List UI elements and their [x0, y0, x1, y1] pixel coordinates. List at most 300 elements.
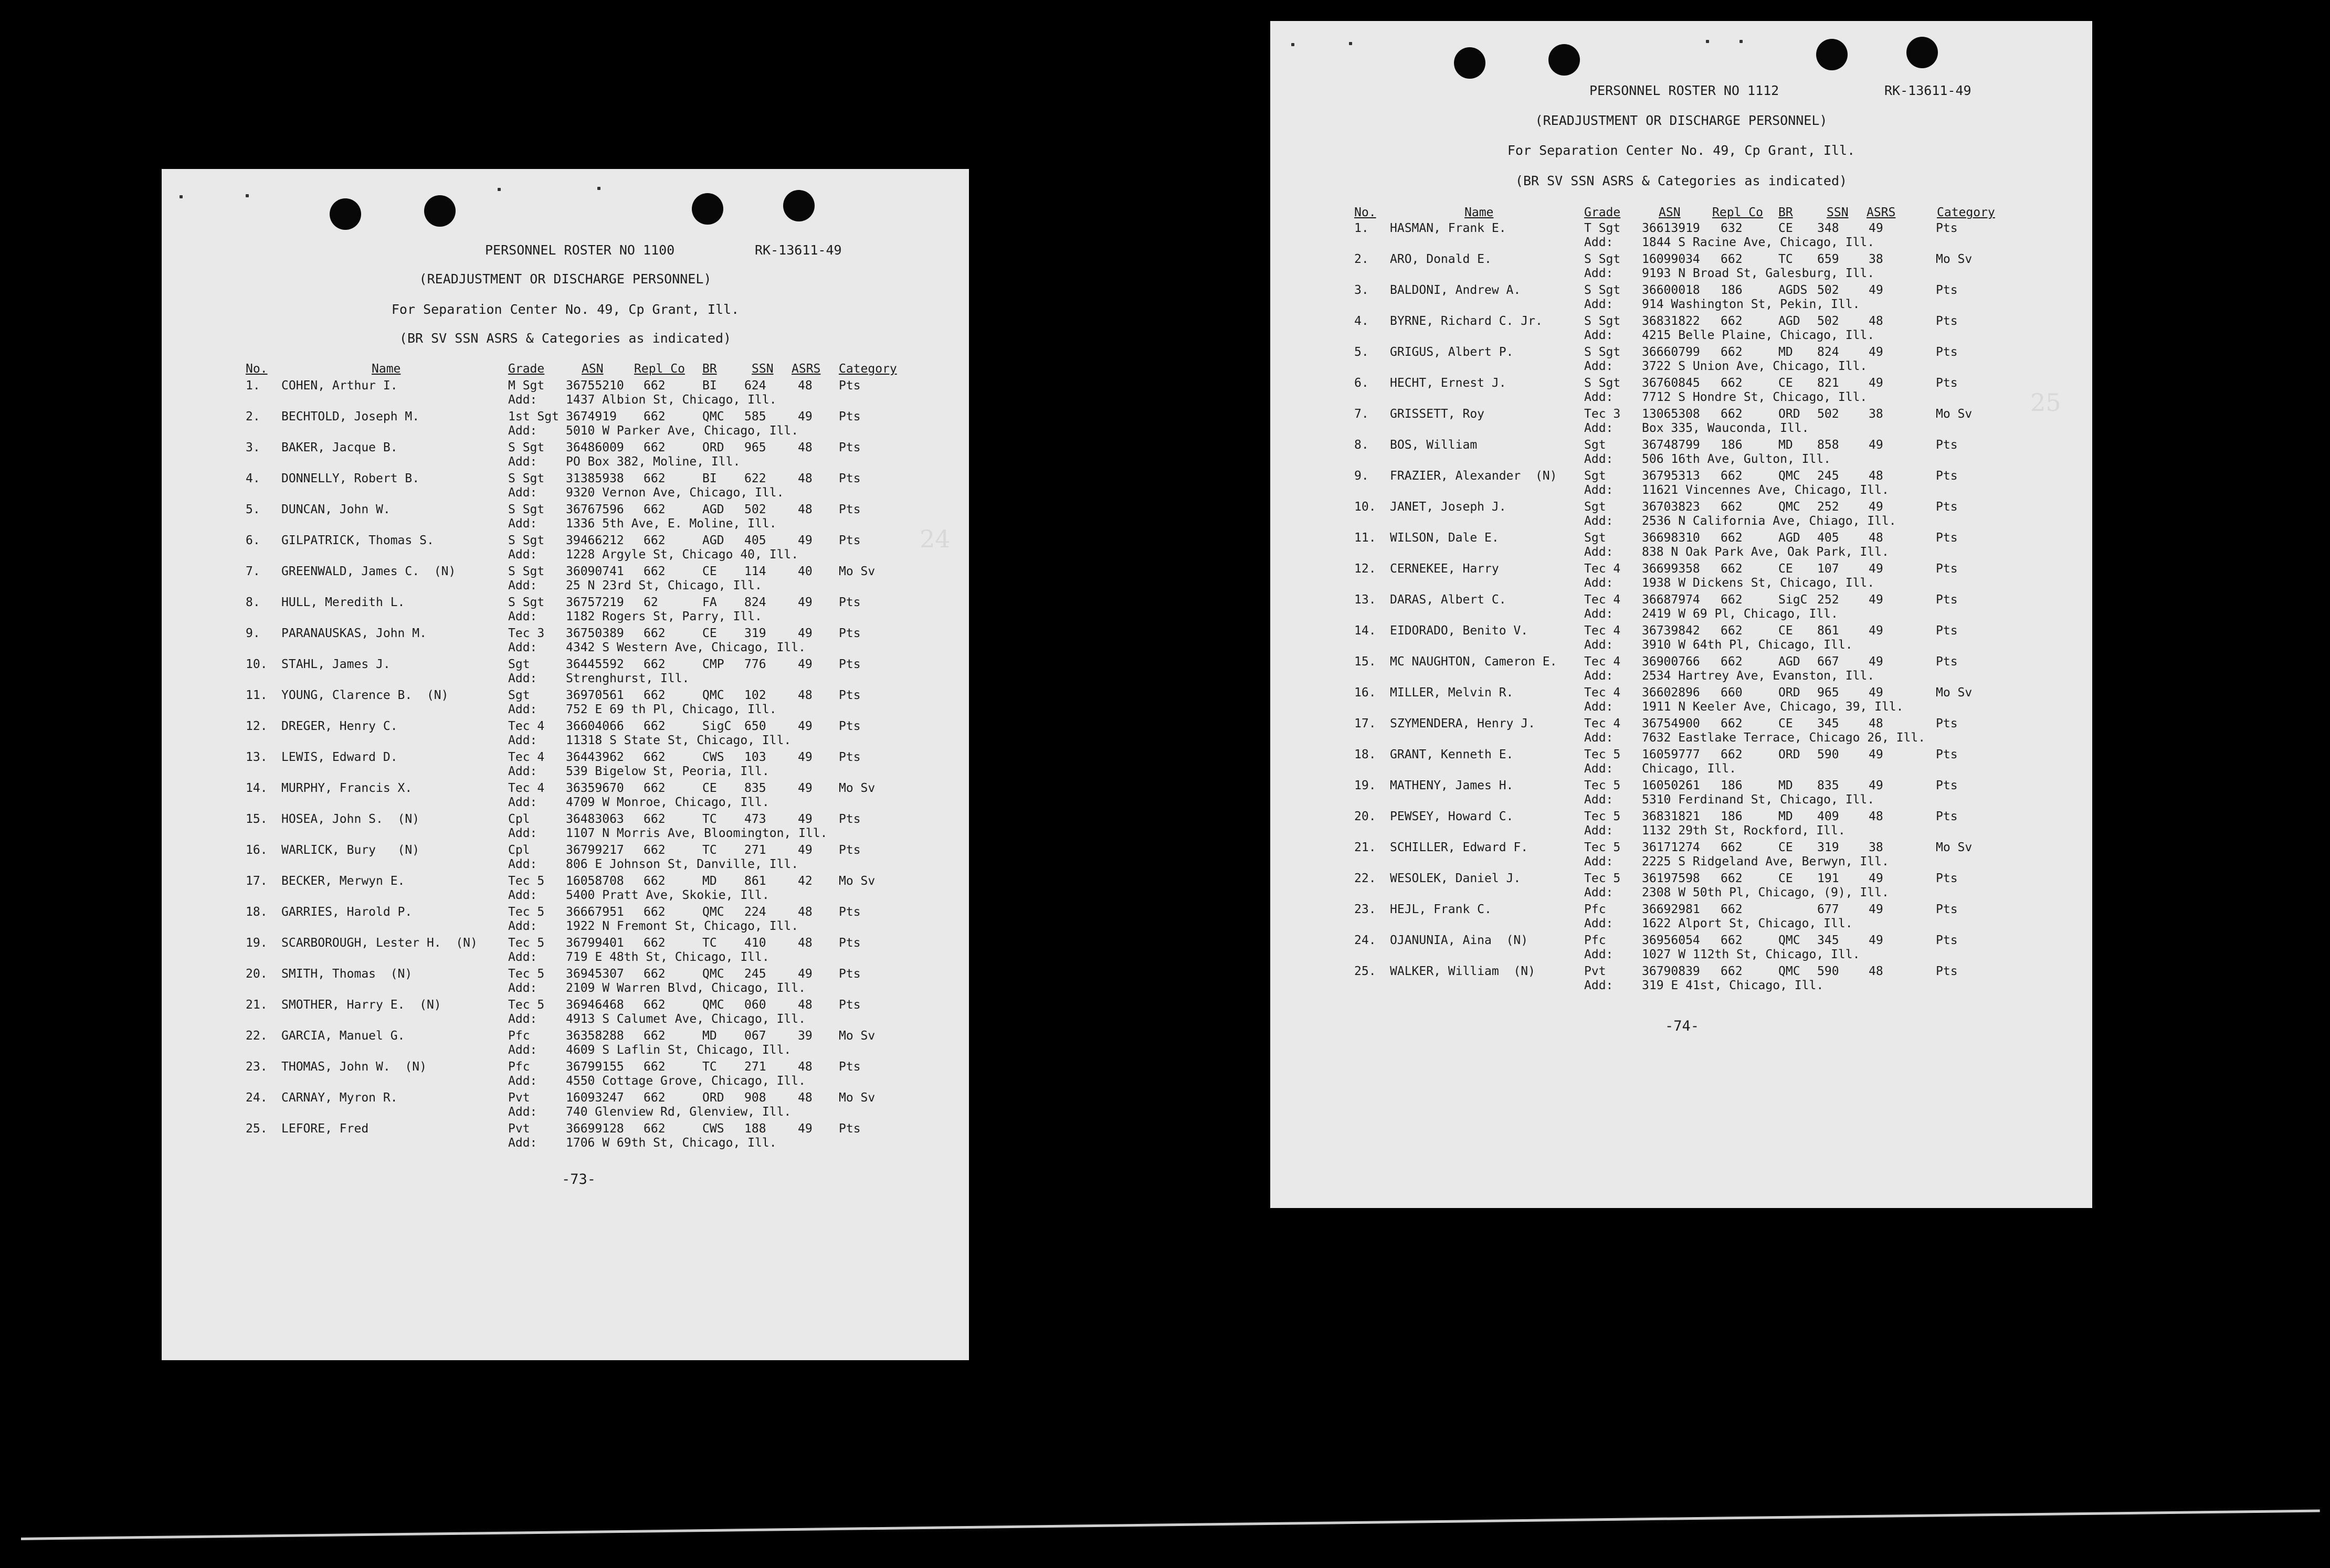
row-name: FRAZIER, Alexander (N)	[1390, 469, 1557, 483]
row-repl-co: 662	[1721, 593, 1743, 607]
row-category: Pts	[839, 410, 861, 423]
row-repl-co: 662	[644, 503, 666, 516]
table-row	[162, 472, 969, 502]
row-category: Pts	[1936, 903, 1958, 916]
row-grade: S Sgt	[1584, 252, 1621, 266]
row-name: EIDORADO, Benito V.	[1390, 624, 1528, 638]
row-number: 9.	[1354, 469, 1369, 483]
row-asn: 36486009	[566, 441, 624, 454]
row-ssn: 410	[744, 936, 766, 950]
row-number: 23.	[1354, 903, 1376, 916]
row-add-label: Add:	[1584, 886, 1614, 899]
row-address: 740 Glenview Rd, Glenview, Ill.	[566, 1105, 792, 1119]
row-asn: 36799401	[566, 936, 624, 950]
row-asn: 36757219	[566, 596, 624, 609]
row-asrs: 49	[798, 812, 813, 826]
row-name: GRANT, Kenneth E.	[1390, 748, 1514, 761]
row-branch: AGD	[1778, 531, 1800, 545]
speck	[1349, 42, 1352, 45]
row-grade: Pfc	[1584, 903, 1606, 916]
row-asrs: 49	[798, 658, 813, 671]
roster-title: PERSONNEL ROSTER NO 1100	[485, 242, 675, 258]
row-asn: 16050261	[1642, 779, 1700, 792]
margin-number: 24	[920, 525, 951, 553]
row-asrs: 48	[798, 998, 813, 1012]
row-grade: Tec 4	[1584, 717, 1621, 730]
row-grade: Sgt	[508, 658, 530, 671]
row-ssn: 060	[744, 998, 766, 1012]
row-address: 4550 Cottage Grove, Chicago, Ill.	[566, 1074, 806, 1088]
row-category: Pts	[839, 472, 861, 485]
scanner-edge-line	[21, 1509, 2320, 1540]
table-row	[1270, 252, 2092, 283]
row-category: Pts	[1936, 934, 1958, 947]
row-add-label: Add:	[508, 424, 537, 438]
row-add-label: Add:	[508, 548, 537, 561]
row-asn: 36445592	[566, 658, 624, 671]
row-asrs: 49	[798, 750, 813, 764]
row-grade: Tec 5	[508, 998, 545, 1012]
row-asn: 36667951	[566, 905, 624, 919]
row-grade: Tec 4	[508, 719, 545, 733]
table-row	[162, 1122, 969, 1152]
row-add-label: Add:	[508, 393, 537, 407]
row-name: HASMAN, Frank E.	[1390, 221, 1506, 235]
row-ssn: 965	[744, 441, 766, 454]
row-branch: CE	[1778, 872, 1793, 885]
column-headers	[1270, 206, 2092, 224]
row-repl-co: 662	[644, 1029, 666, 1043]
row-address: 4709 W Monroe, Chicago, Ill.	[566, 796, 769, 809]
row-add-label: Add:	[508, 857, 537, 871]
table-row	[162, 688, 969, 719]
row-asrs: 48	[1869, 810, 1883, 823]
row-grade: Tec 4	[508, 750, 545, 764]
row-branch: QMC	[1778, 469, 1800, 483]
row-asrs: 49	[1869, 593, 1883, 607]
speck	[1291, 43, 1294, 46]
row-grade: Tec 4	[508, 781, 545, 795]
table-row	[162, 905, 969, 936]
row-branch: CE	[1778, 624, 1793, 638]
row-add-label: Add:	[1584, 576, 1614, 590]
row-repl-co: 662	[644, 998, 666, 1012]
row-category: Pts	[839, 812, 861, 826]
punch-hole	[1906, 37, 1938, 68]
row-category: Pts	[1936, 562, 1958, 576]
table-row	[162, 503, 969, 533]
row-asn: 36692981	[1642, 903, 1700, 916]
row-branch: CE	[702, 627, 717, 640]
row-repl-co: 662	[644, 874, 666, 888]
row-address: 3910 W 64th Pl, Chicago, Ill.	[1642, 638, 1853, 652]
row-address: 1622 Alport St, Chicago, Ill.	[1642, 917, 1853, 930]
row-address: 4609 S Laflin St, Chicago, Ill.	[566, 1043, 792, 1057]
row-ssn: 224	[744, 905, 766, 919]
row-ssn: 405	[1817, 531, 1839, 545]
row-branch: QMC	[702, 688, 724, 702]
row-asrs: 49	[1869, 562, 1883, 576]
row-asn: 36699128	[566, 1122, 624, 1136]
row-ssn: 659	[1817, 252, 1839, 266]
row-category: Pts	[1936, 500, 1958, 514]
speck	[597, 187, 600, 190]
row-repl-co: 662	[1721, 717, 1743, 730]
row-repl-co: 662	[644, 1060, 666, 1074]
row-name: DUNCAN, John W.	[281, 503, 391, 516]
row-repl-co: 662	[644, 936, 666, 950]
table-row	[1270, 934, 2092, 964]
row-address: 7632 Eastlake Terrace, Chicago 26, Ill.	[1642, 731, 1926, 745]
roster-note: (BR SV SSN ASRS & Categories as indicated)	[1515, 173, 1848, 188]
row-asn: 36754900	[1642, 717, 1700, 730]
row-category: Pts	[1936, 872, 1958, 885]
row-repl-co: 662	[1721, 376, 1743, 390]
row-branch: ORD	[1778, 686, 1800, 700]
row-add-label: Add:	[1584, 514, 1614, 528]
row-repl-co: 662	[1721, 841, 1743, 854]
row-asn: 31385938	[566, 472, 624, 485]
row-repl-co: 662	[644, 967, 666, 981]
row-category: Pts	[1936, 779, 1958, 792]
row-asrs: 49	[798, 843, 813, 857]
row-add-label: Add:	[508, 1074, 537, 1088]
row-name: SCARBOROUGH, Lester H. (N)	[281, 936, 478, 950]
row-add-label: Add:	[1584, 979, 1614, 992]
row-grade: Cpl	[508, 812, 530, 826]
row-category: Pts	[839, 1122, 861, 1136]
row-category: Pts	[839, 627, 861, 640]
row-repl-co: 662	[644, 905, 666, 919]
row-grade: Sgt	[1584, 500, 1606, 514]
row-name: WESOLEK, Daniel J.	[1390, 872, 1521, 885]
row-add-label: Add:	[1584, 824, 1614, 838]
row-add-label: Add:	[1584, 855, 1614, 868]
row-add-label: Add:	[1584, 700, 1614, 714]
row-repl-co: 662	[644, 843, 666, 857]
row-address: 806 E Johnson St, Danville, Ill.	[566, 857, 799, 871]
row-add-label: Add:	[1584, 421, 1614, 435]
table-row	[162, 534, 969, 564]
row-number: 1.	[246, 379, 260, 393]
row-category: Pts	[839, 596, 861, 609]
row-name: BECKER, Merwyn E.	[281, 874, 405, 888]
row-category: Pts	[839, 688, 861, 702]
row-address: PO Box 382, Moline, Ill.	[566, 455, 741, 469]
row-asrs: 49	[798, 410, 813, 423]
row-ssn: 824	[744, 596, 766, 609]
row-grade: Tec 4	[1584, 686, 1621, 700]
row-add-label: Add:	[1584, 236, 1614, 249]
row-name: GILPATRICK, Thomas S.	[281, 534, 434, 547]
roster-subtitle: (READJUSTMENT OR DISCHARGE PERSONNEL)	[419, 271, 712, 287]
row-ssn: 191	[1817, 872, 1839, 885]
table-row	[1270, 531, 2092, 561]
table-row	[162, 596, 969, 626]
row-number: 20.	[1354, 810, 1376, 823]
row-ssn: 114	[744, 565, 766, 578]
row-grade: Tec 4	[1584, 562, 1621, 576]
row-grade: S Sgt	[508, 596, 545, 609]
row-ssn: 473	[744, 812, 766, 826]
table-row	[162, 750, 969, 781]
row-number: 20.	[246, 967, 268, 981]
row-add-label: Add:	[1584, 267, 1614, 280]
row-asn: 3674919	[566, 410, 617, 423]
row-grade: S Sgt	[508, 534, 545, 547]
row-grade: Tec 5	[1584, 748, 1621, 761]
row-asrs: 48	[1869, 965, 1883, 978]
row-asn: 36739842	[1642, 624, 1700, 638]
table-row	[1270, 500, 2092, 531]
row-address: 1706 W 69th St, Chicago, Ill.	[566, 1136, 777, 1150]
row-add-label: Add:	[1584, 948, 1614, 961]
punch-hole	[1816, 39, 1848, 70]
row-repl-co: 186	[1721, 779, 1743, 792]
row-number: 10.	[246, 658, 268, 671]
row-category: Pts	[839, 936, 861, 950]
table-row	[162, 565, 969, 595]
row-repl-co: 662	[644, 472, 666, 485]
row-address: 319 E 41st, Chicago, Ill.	[1642, 979, 1824, 992]
row-asn: 36090741	[566, 565, 624, 578]
row-ssn: 103	[744, 750, 766, 764]
row-repl-co: 662	[644, 565, 666, 578]
row-grade: Pvt	[1584, 965, 1606, 978]
row-repl-co: 662	[644, 812, 666, 826]
row-number: 12.	[246, 719, 268, 733]
row-asrs: 49	[798, 1122, 813, 1136]
row-ssn: 908	[744, 1091, 766, 1105]
row-asrs: 49	[798, 967, 813, 981]
page-number: -74-	[1665, 1018, 1700, 1034]
table-row	[1270, 221, 2092, 252]
row-add-label: Add:	[1584, 298, 1614, 311]
row-number: 3.	[246, 441, 260, 454]
row-repl-co: 662	[1721, 965, 1743, 978]
row-ssn: 965	[1817, 686, 1839, 700]
row-name: WALKER, William (N)	[1390, 965, 1535, 978]
row-repl-co: 662	[1721, 345, 1743, 359]
row-add-label: Add:	[508, 888, 537, 902]
table-row	[1270, 562, 2092, 592]
row-repl-co: 662	[644, 719, 666, 733]
row-add-label: Add:	[508, 1136, 537, 1150]
row-ssn: 245	[744, 967, 766, 981]
row-number: 10.	[1354, 500, 1376, 514]
row-number: 24.	[246, 1091, 268, 1105]
row-asrs: 49	[1869, 748, 1883, 761]
row-asn: 36946468	[566, 998, 624, 1012]
row-number: 15.	[246, 812, 268, 826]
row-number: 21.	[246, 998, 268, 1012]
row-number: 13.	[1354, 593, 1376, 607]
row-asrs: 49	[798, 781, 813, 795]
row-name: YOUNG, Clarence B. (N)	[281, 688, 449, 702]
row-asn: 36660799	[1642, 345, 1700, 359]
row-ssn: 319	[1817, 841, 1839, 854]
row-grade: S Sgt	[508, 472, 545, 485]
row-number: 5.	[246, 503, 260, 516]
row-asn: 36956054	[1642, 934, 1700, 947]
row-asrs: 48	[798, 441, 813, 454]
row-add-label: Add:	[508, 827, 537, 840]
row-number: 1.	[1354, 221, 1369, 235]
row-address: 2308 W 50th Pl, Chicago, (9), Ill.	[1642, 886, 1889, 899]
col-name: Name	[1464, 206, 1494, 219]
row-address: 4215 Belle Plaine, Chicago, Ill.	[1642, 329, 1875, 342]
row-grade: S Sgt	[508, 503, 545, 516]
col-repl: Repl Co	[634, 362, 685, 376]
speck	[1706, 40, 1709, 43]
row-ssn: 502	[1817, 283, 1839, 297]
row-asrs: 49	[1869, 686, 1883, 700]
row-branch: ORD	[1778, 748, 1800, 761]
row-address: 2534 Hartrey Ave, Evanston, Ill.	[1642, 669, 1875, 683]
row-add-label: Add:	[508, 455, 537, 469]
row-address: 506 16th Ave, Gulton, Ill.	[1642, 452, 1831, 466]
row-add-label: Add:	[508, 703, 537, 716]
row-grade: S Sgt	[1584, 376, 1621, 390]
row-ssn: 348	[1817, 221, 1839, 235]
row-repl-co: 662	[644, 410, 666, 423]
row-address: 1132 29th St, Rockford, Ill.	[1642, 824, 1846, 838]
row-number: 21.	[1354, 841, 1376, 854]
row-grade: Pvt	[508, 1091, 530, 1105]
row-category: Mo Sv	[1936, 252, 1973, 266]
col-br: BR	[1778, 206, 1793, 219]
row-branch: QMC	[1778, 934, 1800, 947]
roster-page-right	[1270, 21, 2092, 1208]
row-category: Pts	[839, 998, 861, 1012]
row-add-label: Add:	[1584, 607, 1614, 621]
row-branch: QMC	[702, 998, 724, 1012]
row-add-label: Add:	[508, 765, 537, 778]
row-grade: S Sgt	[1584, 314, 1621, 328]
table-row	[162, 658, 969, 688]
row-grade: Tec 5	[1584, 841, 1621, 854]
row-repl-co: 662	[1721, 655, 1743, 669]
speck	[246, 194, 249, 197]
row-asn: 36799217	[566, 843, 624, 857]
row-asn: 13065308	[1642, 407, 1700, 421]
col-asn: ASN	[1659, 206, 1681, 219]
row-asn: 36698310	[1642, 531, 1700, 545]
col-name: Name	[372, 362, 401, 376]
row-name: WILSON, Dale E.	[1390, 531, 1499, 545]
row-number: 17.	[1354, 717, 1376, 730]
row-ssn: 271	[744, 843, 766, 857]
table-row	[1270, 965, 2092, 995]
row-grade: Tec 5	[508, 905, 545, 919]
col-category: Category	[1937, 206, 1995, 219]
punch-hole	[783, 190, 815, 221]
row-asn: 16099034	[1642, 252, 1700, 266]
row-repl-co: 186	[1721, 438, 1743, 452]
row-number: 18.	[1354, 748, 1376, 761]
row-category: Pts	[1936, 531, 1958, 545]
row-add-label: Add:	[508, 796, 537, 809]
row-name: DREGER, Henry C.	[281, 719, 398, 733]
row-add-label: Add:	[1584, 390, 1614, 404]
speck	[1739, 40, 1743, 43]
row-grade: 1st Sgt	[508, 410, 559, 423]
row-branch: MD	[1778, 779, 1793, 792]
row-asrs: 49	[1869, 438, 1883, 452]
row-ssn: 319	[744, 627, 766, 640]
row-branch: CWS	[702, 1122, 724, 1136]
row-category: Pts	[839, 967, 861, 981]
row-add-label: Add:	[508, 641, 537, 654]
row-address: 914 Washington St, Pekin, Ill.	[1642, 298, 1860, 311]
row-name: WARLICK, Bury (N)	[281, 843, 420, 857]
row-branch: QMC	[1778, 965, 1800, 978]
row-asn: 36613919	[1642, 221, 1700, 235]
row-asrs: 49	[1869, 624, 1883, 638]
row-branch: AGD	[702, 503, 724, 516]
row-asrs: 49	[1869, 934, 1883, 947]
col-asn: ASN	[582, 362, 604, 376]
row-branch: QMC	[702, 905, 724, 919]
row-repl-co: 662	[644, 627, 666, 640]
row-name: THOMAS, John W. (N)	[281, 1060, 427, 1074]
row-repl-co: 662	[644, 688, 666, 702]
row-asrs: 38	[1869, 841, 1883, 854]
row-address: 838 N Oak Park Ave, Oak Park, Ill.	[1642, 545, 1889, 559]
row-address: 1182 Rogers St, Parry, Ill.	[566, 610, 762, 623]
table-row	[162, 874, 969, 905]
row-asn: 36760845	[1642, 376, 1700, 390]
row-ssn: 409	[1817, 810, 1839, 823]
row-asrs: 49	[798, 627, 813, 640]
row-add-label: Add:	[1584, 917, 1614, 930]
row-grade: Sgt	[1584, 438, 1606, 452]
row-name: MILLER, Melvin R.	[1390, 686, 1514, 700]
row-category: Pts	[1936, 283, 1958, 297]
row-category: Pts	[1936, 748, 1958, 761]
row-grade: S Sgt	[1584, 283, 1621, 297]
row-address: 1107 N Morris Ave, Bloomington, Ill.	[566, 827, 828, 840]
row-asn: 36970561	[566, 688, 624, 702]
row-ssn: 624	[744, 379, 766, 393]
row-category: Mo Sv	[1936, 841, 1973, 854]
row-repl-co: 662	[644, 658, 666, 671]
roster-center: For Separation Center No. 49, Cp Grant, Ill.	[1507, 143, 1855, 158]
row-number: 7.	[246, 565, 260, 578]
row-branch: QMC	[1778, 500, 1800, 514]
row-address: 1844 S Racine Ave, Chicago, Ill.	[1642, 236, 1875, 249]
speck	[180, 195, 183, 198]
row-name: GARCIA, Manuel G.	[281, 1029, 405, 1043]
row-category: Pts	[839, 719, 861, 733]
row-asn: 36767596	[566, 503, 624, 516]
table-row	[1270, 283, 2092, 314]
row-name: CERNEKEE, Harry	[1390, 562, 1499, 576]
table-row	[162, 781, 969, 812]
row-number: 3.	[1354, 283, 1369, 297]
row-ssn: 776	[744, 658, 766, 671]
row-add-label: Add:	[508, 1043, 537, 1057]
row-branch: BI	[702, 379, 717, 393]
table-row	[162, 812, 969, 843]
table-row	[1270, 469, 2092, 500]
page-number: -73-	[562, 1171, 596, 1188]
table-row	[162, 843, 969, 874]
row-category: Pts	[839, 534, 861, 547]
row-grade: Tec 4	[1584, 655, 1621, 669]
table-row	[1270, 872, 2092, 902]
col-br: BR	[702, 362, 717, 376]
